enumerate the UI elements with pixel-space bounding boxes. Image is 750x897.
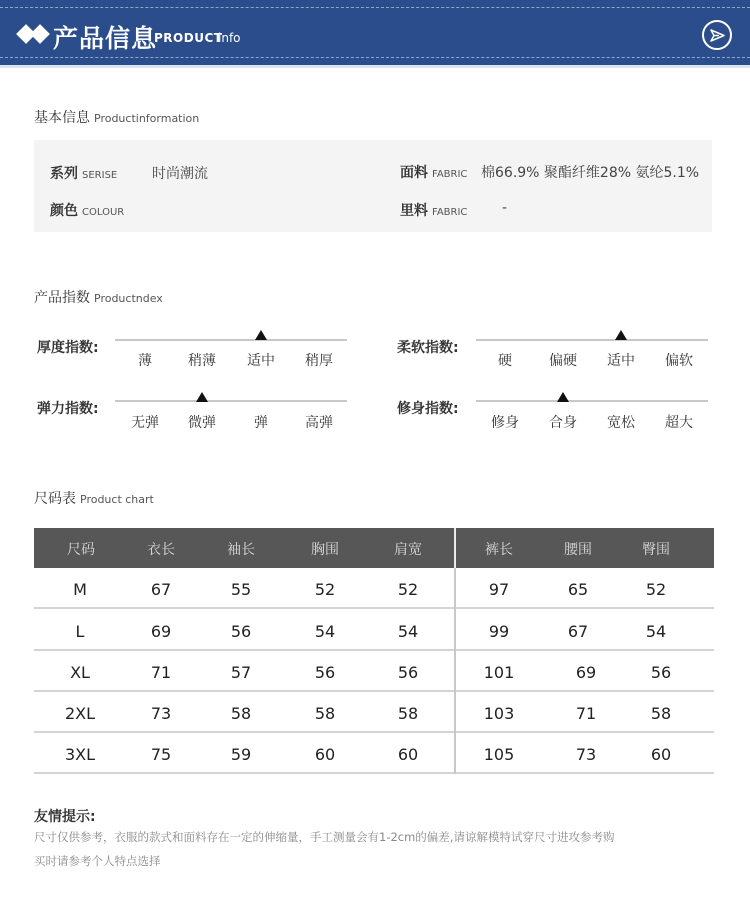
- lining-label: 里料: [400, 203, 428, 219]
- thickness-scale-marker: [255, 330, 267, 340]
- fabric-label: 面料: [400, 165, 428, 181]
- table-cell: 52: [645, 580, 667, 599]
- table-cell: 67: [150, 580, 172, 599]
- softness-option: 偏软: [665, 353, 693, 369]
- basic-info-box: [34, 140, 712, 232]
- softness-option: 适中: [607, 353, 635, 369]
- fabric-row: [400, 162, 700, 182]
- color-row: [50, 200, 124, 220]
- elasticity-option: 高弹: [305, 415, 333, 431]
- table-cell: 60: [650, 745, 672, 764]
- elasticity-scale-marker: [196, 392, 208, 402]
- series-label-en: SERISE: [82, 170, 118, 181]
- softness-option: 硬: [498, 353, 512, 369]
- table-cell: 52: [314, 580, 336, 599]
- header-cell: 臀围: [642, 542, 670, 558]
- color-label-en: COLOUR: [82, 207, 125, 218]
- table-row: [34, 692, 714, 733]
- size-chart-title-en: Product chart: [80, 493, 154, 506]
- table-cell: 101: [483, 663, 515, 682]
- header-cell: 胸围: [311, 542, 339, 558]
- lining-label-en: FABRIC: [432, 207, 468, 218]
- table-column-divider: [454, 568, 456, 774]
- table-cell: 60: [314, 745, 336, 764]
- series-row: [50, 163, 208, 183]
- table-row: [34, 610, 714, 651]
- table-cell: 59: [230, 745, 252, 764]
- thickness-option: 适中: [247, 353, 275, 369]
- header-divider: [454, 528, 456, 568]
- tips-line-2: 买时请参考个人特点选择: [34, 854, 161, 868]
- product-index-heading: [34, 287, 163, 307]
- diamond-logo-icon: [17, 25, 51, 45]
- size-chart-heading: [34, 488, 154, 508]
- table-row: [34, 568, 714, 609]
- header-cell: 尺码: [67, 542, 95, 558]
- header-cell: 袖长: [227, 542, 255, 558]
- table-cell: 58: [650, 704, 672, 723]
- table-cell: 60: [397, 745, 419, 764]
- table-cell: 54: [397, 622, 419, 641]
- banner-subtitle-en: PRODUCT: [154, 31, 223, 45]
- size-cell: M: [73, 580, 87, 599]
- softness-index-label: 柔软指数:: [397, 340, 459, 356]
- header-cell: 衣长: [147, 542, 175, 558]
- table-cell: 105: [483, 745, 515, 764]
- size-table-header: [34, 528, 714, 568]
- table-row: [34, 733, 714, 774]
- table-cell: 56: [397, 663, 419, 682]
- product-index-title-en: Productndex: [94, 292, 163, 305]
- header-cell: 腰围: [564, 542, 592, 558]
- table-cell: 56: [230, 622, 252, 641]
- softness-scale-line: [476, 339, 708, 341]
- table-cell: 97: [488, 580, 510, 599]
- product-index-title: 产品指数: [34, 290, 90, 306]
- elasticity-option: 弹: [254, 415, 268, 431]
- lining-value: -: [502, 200, 508, 216]
- send-icon[interactable]: [702, 20, 732, 50]
- thickness-option: 稍薄: [188, 353, 216, 369]
- header-cell: 肩宽: [394, 542, 422, 558]
- size-chart-title: 尺码表: [34, 491, 76, 507]
- basic-info-title: 基本信息: [34, 110, 90, 126]
- thickness-option: 稍厚: [305, 353, 333, 369]
- fit-scale-line: [476, 400, 708, 402]
- elasticity-scale-line: [115, 400, 347, 402]
- table-cell: 54: [645, 622, 667, 641]
- banner-dashed-bottom: [0, 57, 750, 58]
- size-cell: L: [75, 622, 85, 641]
- color-label: 颜色: [50, 203, 78, 219]
- table-cell: 75: [150, 745, 172, 764]
- fit-option: 宽松: [607, 415, 635, 431]
- basic-info-title-en: Productinformation: [94, 112, 200, 125]
- banner-dashed-top: [0, 7, 750, 8]
- softness-scale-marker: [615, 330, 627, 340]
- header-cell: 裤长: [485, 542, 513, 558]
- size-cell: 2XL: [64, 704, 96, 723]
- table-cell: 55: [230, 580, 252, 599]
- series-label: 系列: [50, 166, 78, 182]
- table-cell: 71: [150, 663, 172, 682]
- thickness-scale-line: [115, 339, 347, 341]
- table-cell: 57: [230, 663, 252, 682]
- table-cell: 67: [567, 622, 589, 641]
- table-cell: 73: [575, 745, 597, 764]
- size-cell: 3XL: [64, 745, 96, 764]
- table-cell: 54: [314, 622, 336, 641]
- lining-row: [400, 200, 508, 220]
- banner-subtitle-info: info: [218, 31, 241, 45]
- table-cell: 58: [230, 704, 252, 723]
- tips-title: 友情提示:: [34, 809, 96, 825]
- fabric-label-en: FABRIC: [432, 169, 468, 180]
- size-cell: XL: [70, 663, 90, 682]
- table-cell: 56: [650, 663, 672, 682]
- table-cell: 58: [397, 704, 419, 723]
- header-banner: [0, 0, 750, 68]
- elasticity-option: 微弹: [188, 415, 216, 431]
- fit-option: 合身: [549, 415, 577, 431]
- fit-scale-marker: [557, 392, 569, 402]
- series-value: 时尚潮流: [152, 166, 208, 182]
- tips-line-1: 尺寸仅供参考，衣服的款式和面料存在一定的伸缩量，手工测量会有1-2cm的偏差,请谅解模特试穿尺寸进攻参考购: [34, 830, 615, 844]
- fabric-value: 棉66.9% 聚酯纤维28% 氨纶5.1%: [481, 165, 700, 181]
- table-row: [34, 651, 714, 692]
- softness-option: 偏硬: [549, 353, 577, 369]
- elasticity-index-label: 弹力指数:: [37, 401, 99, 417]
- fit-option: 修身: [491, 415, 519, 431]
- elasticity-option: 无弹: [131, 415, 159, 431]
- table-cell: 58: [314, 704, 336, 723]
- banner-title: 产品信息: [53, 24, 158, 53]
- thickness-index-label: 厚度指数:: [37, 340, 99, 356]
- table-cell: 103: [483, 704, 515, 723]
- basic-info-heading: [34, 107, 199, 127]
- table-cell: 73: [150, 704, 172, 723]
- table-cell: 56: [314, 663, 336, 682]
- table-cell: 65: [567, 580, 589, 599]
- table-cell: 52: [397, 580, 419, 599]
- fit-index-label: 修身指数:: [397, 401, 459, 417]
- table-cell: 99: [488, 622, 510, 641]
- table-cell: 69: [575, 663, 597, 682]
- table-cell: 71: [575, 704, 597, 723]
- table-cell: 69: [150, 622, 172, 641]
- fit-option: 超大: [665, 415, 693, 431]
- thickness-option: 薄: [138, 353, 152, 369]
